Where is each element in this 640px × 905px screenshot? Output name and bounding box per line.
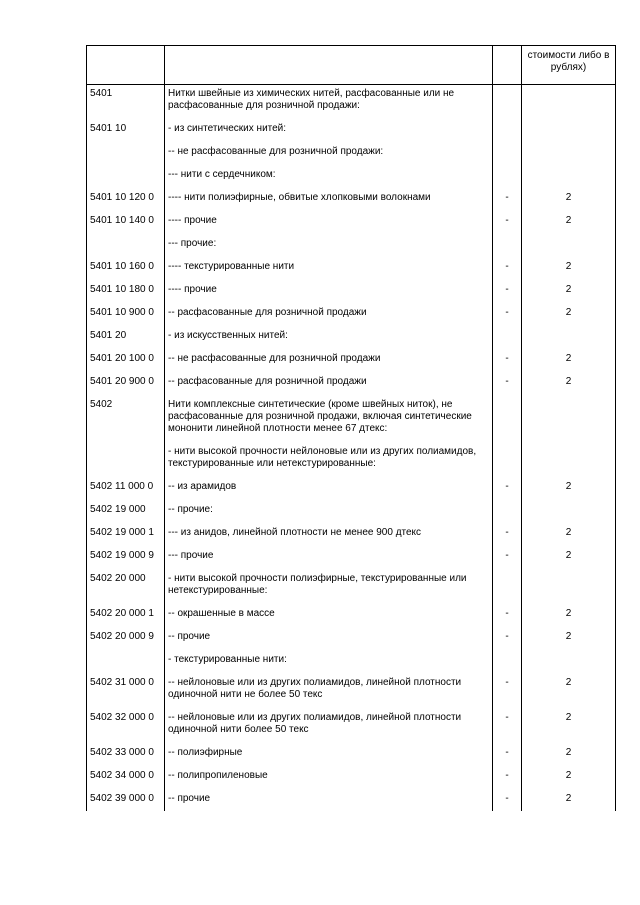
description-cell: ---- текстурированные нити xyxy=(165,258,493,281)
description-cell: --- нити с сердечником: xyxy=(165,166,493,189)
table-row xyxy=(87,501,616,524)
header-cell-unit xyxy=(493,46,522,85)
tariff-table-container xyxy=(86,45,615,811)
rate-cell: 2 xyxy=(522,189,616,212)
hs-code-cell: 5401 20 100 0 xyxy=(87,350,165,373)
table-row xyxy=(87,166,616,189)
rate-cell: 2 xyxy=(522,304,616,327)
rate-cell: 2 xyxy=(522,709,616,744)
hs-code-cell: 5402 20 000 xyxy=(87,570,165,605)
description-cell: - текстурированные нити: xyxy=(165,651,493,674)
description-cell: --- из анидов, линейной плотности не менее 900 дтекс xyxy=(165,524,493,547)
tariff-table xyxy=(86,45,616,811)
unit-cell: - xyxy=(493,212,522,235)
table-row xyxy=(87,85,616,121)
rate-cell xyxy=(522,443,616,478)
rate-cell xyxy=(522,570,616,605)
hs-code-cell: 5402 19 000 xyxy=(87,501,165,524)
rate-cell: 2 xyxy=(522,258,616,281)
unit-cell: - xyxy=(493,281,522,304)
hs-code-cell xyxy=(87,443,165,478)
rate-cell xyxy=(522,327,616,350)
description-cell: -- нейлоновые или из других полиамидов, линейной плотности одиночной нити более 50 текс xyxy=(165,709,493,744)
rate-cell xyxy=(522,651,616,674)
table-row xyxy=(87,709,616,744)
description-cell: -- расфасованные для розничной продажи xyxy=(165,373,493,396)
table-body xyxy=(87,46,616,812)
header-cell-rate: стоимости либо в рублях) xyxy=(522,46,616,85)
unit-cell: - xyxy=(493,478,522,501)
description-cell: - из искусственных нитей: xyxy=(165,327,493,350)
rate-cell: 2 xyxy=(522,674,616,709)
unit-cell: - xyxy=(493,790,522,811)
table-row xyxy=(87,235,616,258)
hs-code-cell: 5402 19 000 1 xyxy=(87,524,165,547)
description-cell: -- окрашенные в массе xyxy=(165,605,493,628)
description-cell: -- прочие: xyxy=(165,501,493,524)
unit-cell xyxy=(493,570,522,605)
hs-code-cell: 5402 31 000 0 xyxy=(87,674,165,709)
hs-code-cell: 5401 10 180 0 xyxy=(87,281,165,304)
rate-cell: 2 xyxy=(522,547,616,570)
hs-code-cell xyxy=(87,143,165,166)
hs-code-cell: 5401 10 140 0 xyxy=(87,212,165,235)
table-row xyxy=(87,327,616,350)
description-cell: -- полиэфирные xyxy=(165,744,493,767)
table-row xyxy=(87,281,616,304)
hs-code-cell: 5402 20 000 9 xyxy=(87,628,165,651)
description-cell: -- нейлоновые или из других полиамидов, линейной плотности одиночной нити не более 50 текс xyxy=(165,674,493,709)
table-row xyxy=(87,396,616,443)
hs-code-cell xyxy=(87,651,165,674)
rate-cell: 2 xyxy=(522,524,616,547)
table-row xyxy=(87,674,616,709)
table-row xyxy=(87,744,616,767)
rate-cell xyxy=(522,501,616,524)
table-row xyxy=(87,605,616,628)
table-row xyxy=(87,628,616,651)
table-row xyxy=(87,547,616,570)
description-cell: ---- прочие xyxy=(165,212,493,235)
description-cell: -- расфасованные для розничной продажи xyxy=(165,304,493,327)
hs-code-cell xyxy=(87,166,165,189)
description-cell: - из синтетических нитей: xyxy=(165,120,493,143)
unit-cell: - xyxy=(493,258,522,281)
unit-cell xyxy=(493,396,522,443)
rate-cell: 2 xyxy=(522,350,616,373)
hs-code-cell: 5402 39 000 0 xyxy=(87,790,165,811)
unit-cell: - xyxy=(493,628,522,651)
description-cell: Нити комплексные синтетические (кроме швейных ниток), не расфасованные для розничной продажи, включая синтетические мононити линейной плотности менее 67 дтекс: xyxy=(165,396,493,443)
rate-cell: 2 xyxy=(522,605,616,628)
table-row xyxy=(87,443,616,478)
table-row xyxy=(87,478,616,501)
table-row xyxy=(87,790,616,811)
description-cell: -- из арамидов xyxy=(165,478,493,501)
description-cell: -- не расфасованные для розничной продажи xyxy=(165,350,493,373)
description-cell: Нитки швейные из химических нитей, расфасованные или не расфасованные для розничной продажи: xyxy=(165,85,493,121)
unit-cell xyxy=(493,501,522,524)
unit-cell xyxy=(493,85,522,121)
hs-code-cell: 5401 20 xyxy=(87,327,165,350)
unit-cell: - xyxy=(493,674,522,709)
rate-cell: 2 xyxy=(522,281,616,304)
hs-code-cell: 5402 33 000 0 xyxy=(87,744,165,767)
hs-code-cell: 5401 xyxy=(87,85,165,121)
hs-code-cell: 5402 34 000 0 xyxy=(87,767,165,790)
hs-code-cell: 5401 10 xyxy=(87,120,165,143)
unit-cell: - xyxy=(493,605,522,628)
rate-cell xyxy=(522,143,616,166)
unit-cell xyxy=(493,651,522,674)
rate-cell: 2 xyxy=(522,212,616,235)
hs-code-cell xyxy=(87,235,165,258)
description-cell: --- прочие: xyxy=(165,235,493,258)
rate-cell: 2 xyxy=(522,790,616,811)
table-row xyxy=(87,120,616,143)
table-row xyxy=(87,524,616,547)
hs-code-cell: 5401 10 120 0 xyxy=(87,189,165,212)
hs-code-cell: 5402 20 000 1 xyxy=(87,605,165,628)
table-row xyxy=(87,212,616,235)
hs-code-cell: 5402 11 000 0 xyxy=(87,478,165,501)
rate-cell xyxy=(522,166,616,189)
description-cell: --- прочие xyxy=(165,547,493,570)
unit-cell xyxy=(493,443,522,478)
rate-cell: 2 xyxy=(522,478,616,501)
unit-cell: - xyxy=(493,709,522,744)
rate-cell: 2 xyxy=(522,373,616,396)
unit-cell: - xyxy=(493,524,522,547)
rate-cell xyxy=(522,85,616,121)
rate-cell: 2 xyxy=(522,767,616,790)
unit-cell xyxy=(493,120,522,143)
hs-code-cell: 5402 xyxy=(87,396,165,443)
unit-cell xyxy=(493,143,522,166)
description-cell: -- прочие xyxy=(165,628,493,651)
unit-cell: - xyxy=(493,304,522,327)
header-cell-description xyxy=(165,46,493,85)
table-row xyxy=(87,767,616,790)
hs-code-cell: 5401 20 900 0 xyxy=(87,373,165,396)
header-cell-code xyxy=(87,46,165,85)
table-row xyxy=(87,373,616,396)
table-row xyxy=(87,570,616,605)
unit-cell: - xyxy=(493,189,522,212)
unit-cell xyxy=(493,327,522,350)
unit-cell: - xyxy=(493,744,522,767)
description-cell: -- прочие xyxy=(165,790,493,811)
rate-cell: 2 xyxy=(522,744,616,767)
unit-cell: - xyxy=(493,547,522,570)
table-row xyxy=(87,258,616,281)
table-row xyxy=(87,350,616,373)
description-cell: -- полипропиленовые xyxy=(165,767,493,790)
hs-code-cell: 5401 10 160 0 xyxy=(87,258,165,281)
table-row xyxy=(87,189,616,212)
unit-cell: - xyxy=(493,373,522,396)
hs-code-cell: 5402 19 000 9 xyxy=(87,547,165,570)
table-row xyxy=(87,304,616,327)
table-row xyxy=(87,143,616,166)
description-cell: ---- прочие xyxy=(165,281,493,304)
description-cell: - нити высокой прочности полиэфирные, текстурированные или нетекстурированные: xyxy=(165,570,493,605)
unit-cell xyxy=(493,235,522,258)
hs-code-cell: 5402 32 000 0 xyxy=(87,709,165,744)
rate-cell xyxy=(522,396,616,443)
unit-cell: - xyxy=(493,767,522,790)
rate-cell xyxy=(522,120,616,143)
description-cell: ---- нити полиэфирные, обвитые хлопковыми волокнами xyxy=(165,189,493,212)
hs-code-cell: 5401 10 900 0 xyxy=(87,304,165,327)
unit-cell xyxy=(493,166,522,189)
description-cell: -- не расфасованные для розничной продажи: xyxy=(165,143,493,166)
rate-cell: 2 xyxy=(522,628,616,651)
rate-cell xyxy=(522,235,616,258)
description-cell: - нити высокой прочности нейлоновые или из других полиамидов, текстурированные или нетекстурированные: xyxy=(165,443,493,478)
unit-cell: - xyxy=(493,350,522,373)
header-row xyxy=(87,46,616,85)
table-row xyxy=(87,651,616,674)
